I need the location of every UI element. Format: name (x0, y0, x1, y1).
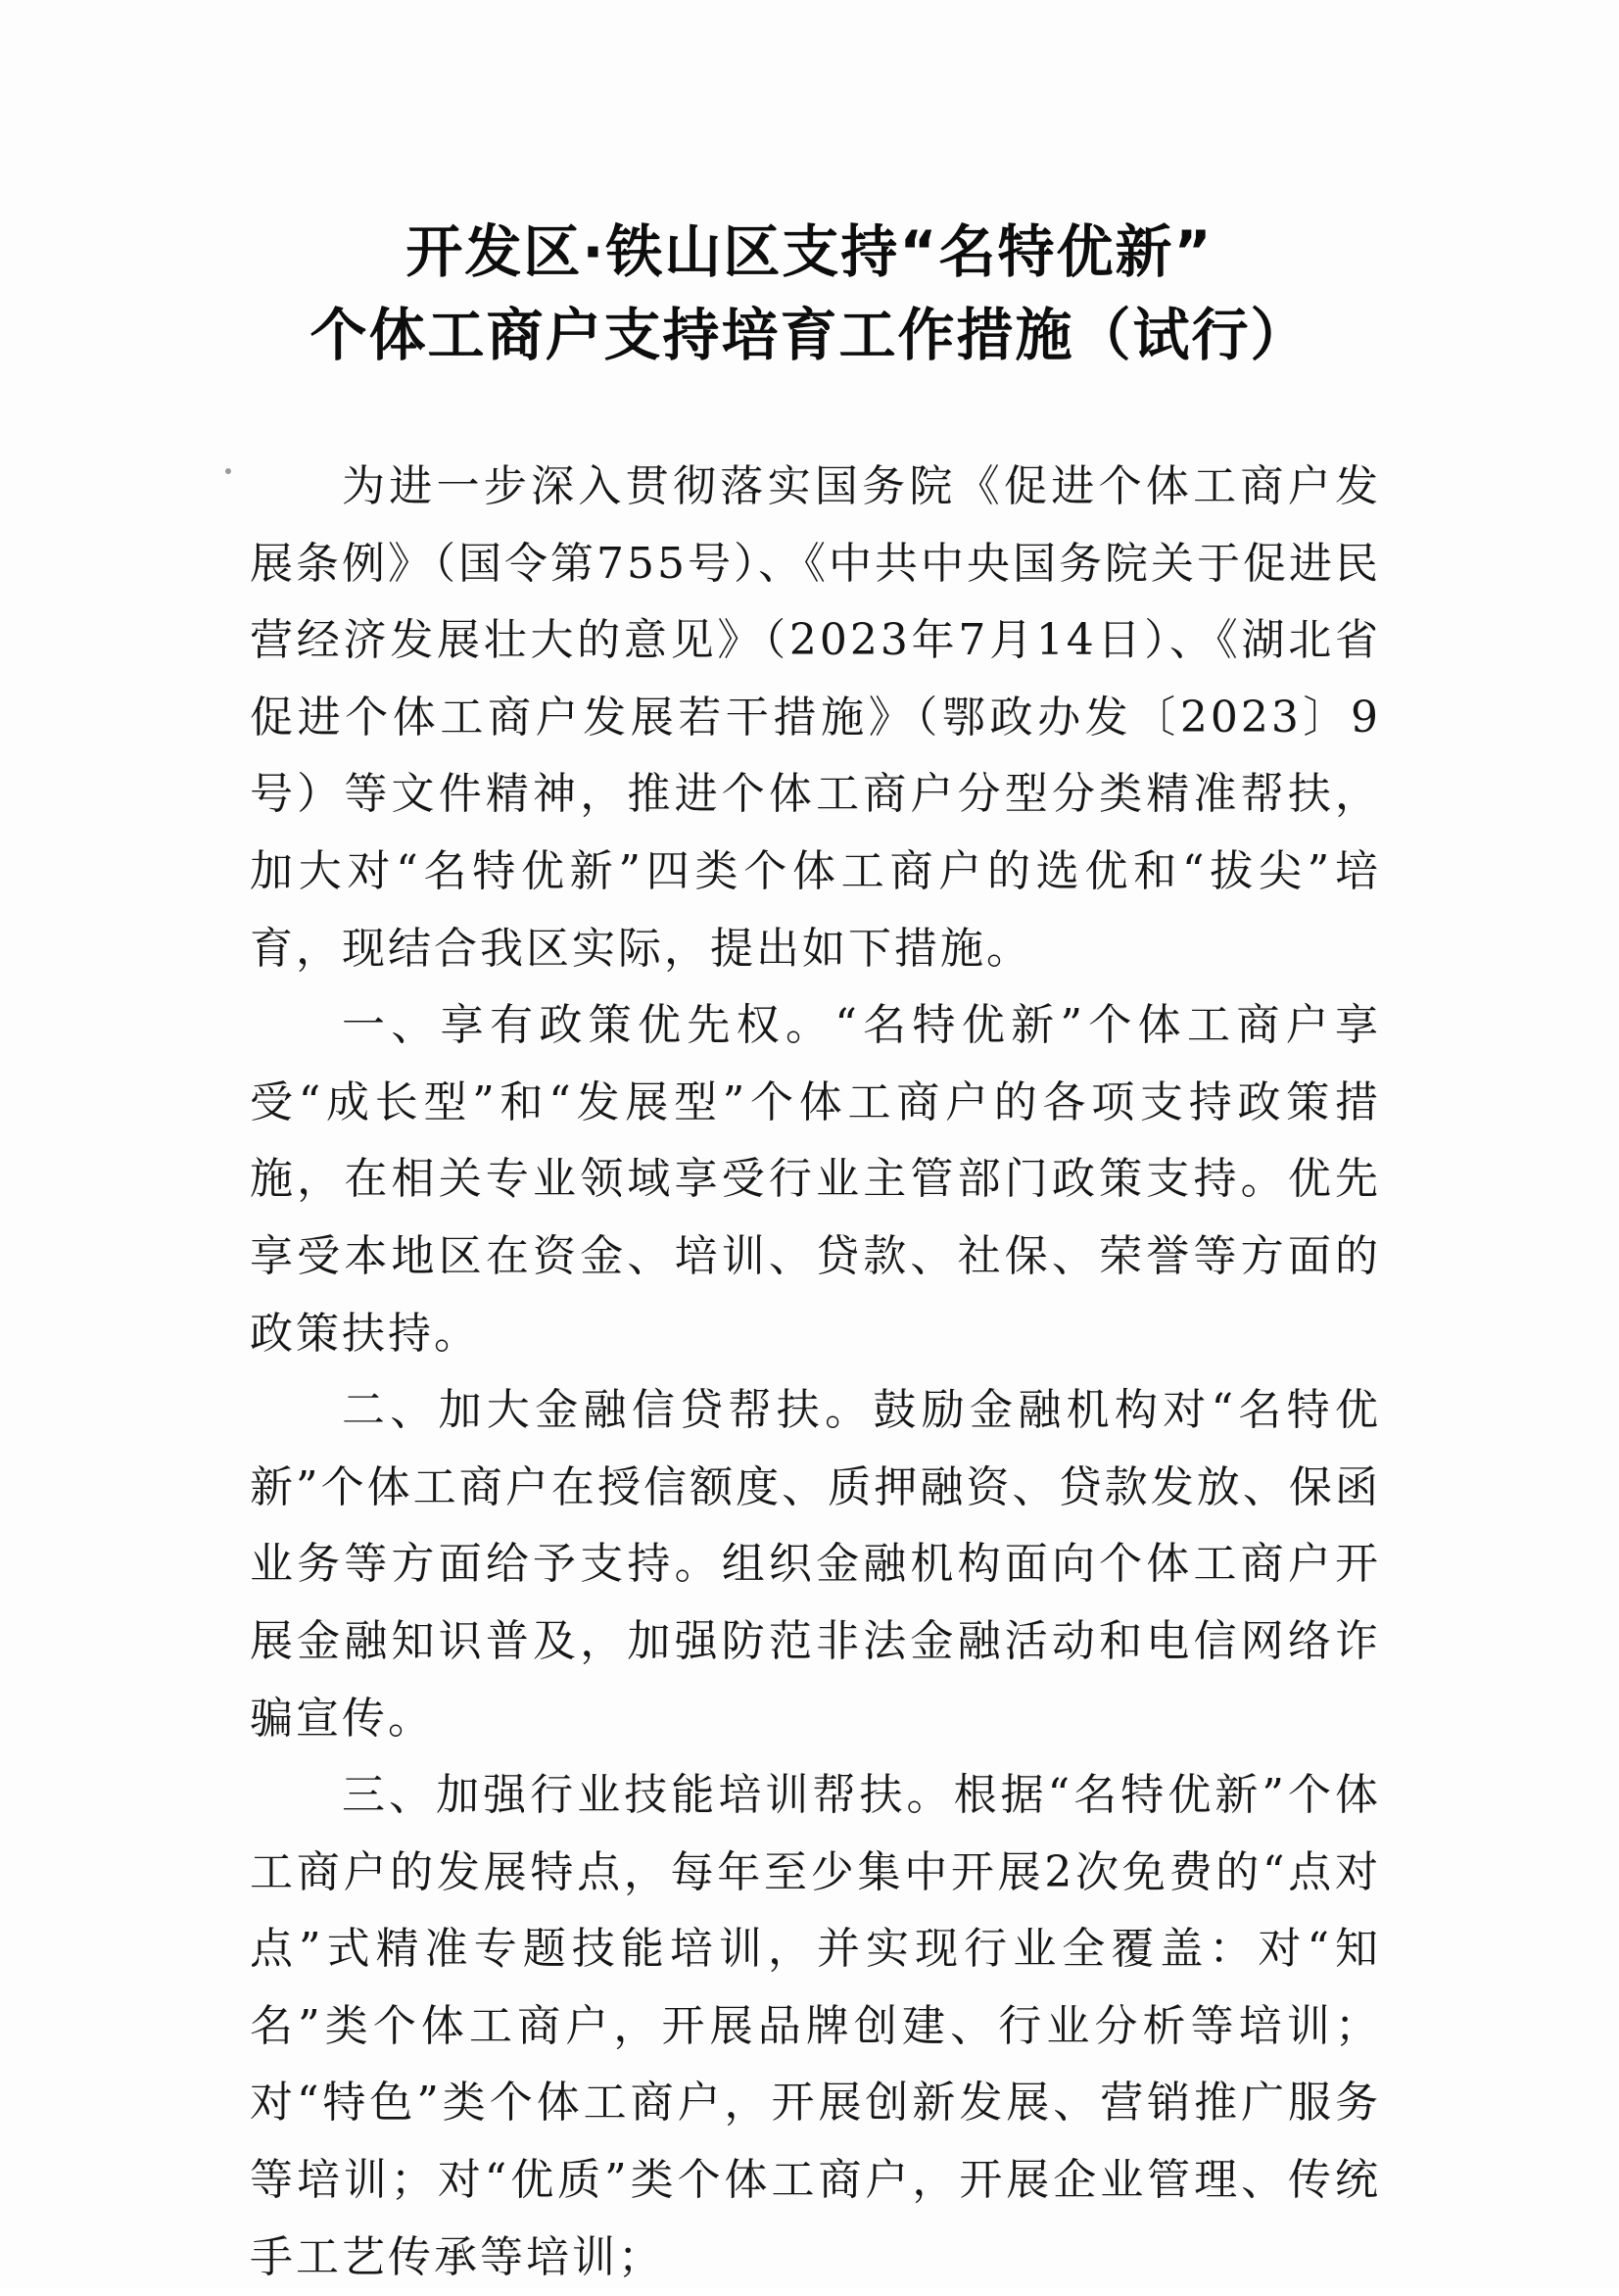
paragraph-measure-1 (250, 987, 1381, 1372)
paragraph-text: 鼓励金融机构对“名特优新”个体工商户在授信额度、质押融资、贷款发放、保函业务等方面给予支持。组织金融机构面向个体工商户开展金融知识普及，加强防范非法金融活动和电信网络诈骗宣传。 (250, 1385, 1381, 1744)
paragraph-heading: 二、加大金融信贷帮扶。 (342, 1385, 874, 1436)
document-body (250, 449, 1381, 2296)
paragraph-heading: 三、加强行业技能培训帮扶。 (342, 1770, 954, 1821)
paragraph-text: 为进一步深入贯彻落实国务院《促进个体工商户发展条例》（国令第755号）、《中共中央国务院关于促进民营经济发展壮大的意见》（2023年7月14日）、《湖北省促进个体工商户发展若干措施》（鄂政办发〔2023〕9号）等文件精神，推进个体工商户分型分类精准帮扶，加大对“名特优新”四类个体工商户的选优和“拔尖”培育，现结合我区实际，提出如下措施。 (250, 461, 1381, 974)
paragraph-measure-2 (250, 1372, 1381, 1757)
paragraph-text: “名特优新”个体工商户享受“成长型”和“发展型”个体工商户的各项支持政策措施，在相关专业领域享受行业主管部门政策支持。优先享受本地区在资金、培训、贷款、社保、荣誉等方面的政策扶持。 (250, 1000, 1381, 1359)
paragraph-intro (250, 449, 1381, 987)
document-title-line-1: 开发区·铁山区支持“名特优新” (405, 218, 1214, 285)
paragraph-heading: 一、享有政策优先权。 (342, 1000, 835, 1051)
scan-speck (225, 468, 231, 474)
paragraph-measure-3 (250, 1757, 1381, 2296)
document-title-line-2: 个体工商户支持培育工作措施（试行） (310, 302, 1309, 368)
paragraph-text: 根据“名特优新”个体工商户的发展特点，每年至少集中开展2次免费的“点对点”式精准专题技能培训，并实现行业全覆盖：对“知名”类个体工商户，开展品牌创建、行业分析等培训；对“特色”类个体工商户，开展创新发展、营销推广服务等培训；对“优质”类个体工商户，开展企业管理、传统手工艺传承等培训； (250, 1770, 1381, 2282)
